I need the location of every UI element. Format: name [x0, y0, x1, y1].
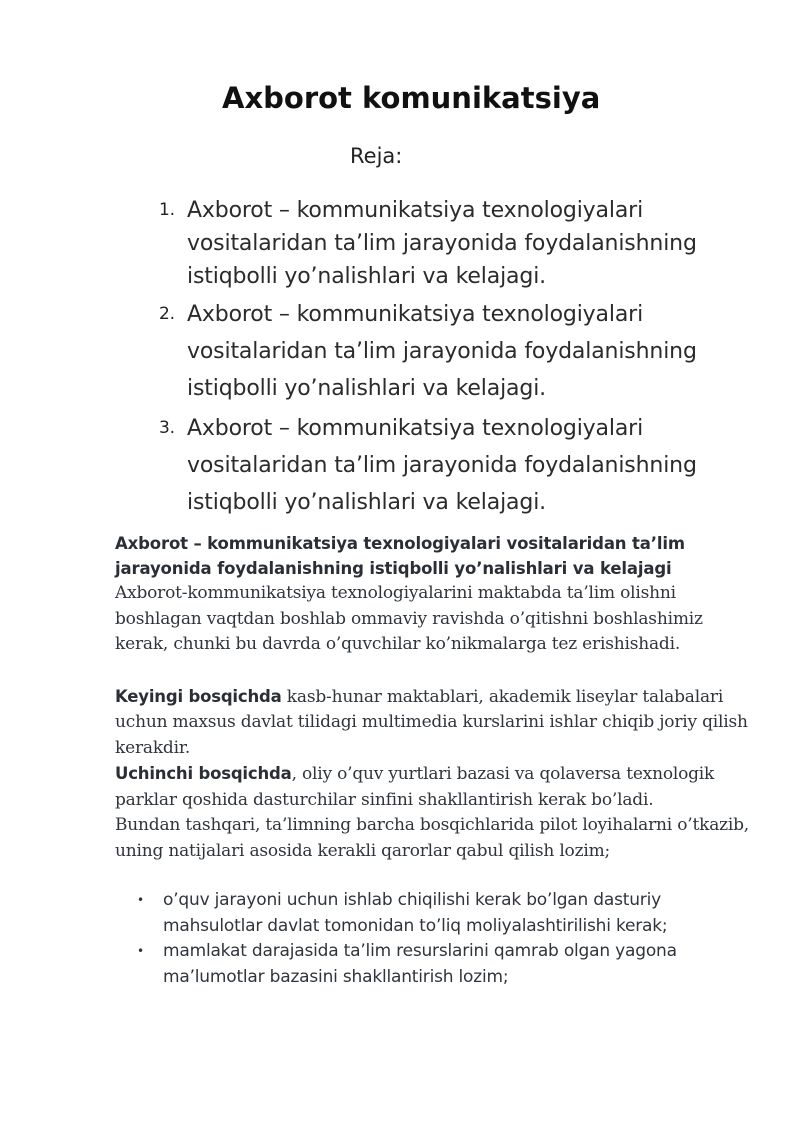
bullet-list [135, 888, 745, 990]
third-stage-text: , oliy o’quv yurtlari bazasi va qolaversa texnologik parklar qoshida dasturchilar sinfini shakllantirish kerak bo’ladi. [115, 764, 715, 810]
bullet-item [135, 888, 745, 939]
third-stage-lead: Uchinchi bosqichda [115, 764, 292, 783]
plan-item-text: Axborot – kommunikatsiya texnologiyalari vositalaridan ta’lim jarayonida foydalanishning istiqbolli yo’nalishlari va kelajagi. [187, 198, 697, 289]
plan-item-text: Axborot – kommunikatsiya texnologiyalari vositalaridan ta’lim jarayonida foydalanishning istiqbolli yo’nalishlari va kelajagi. [187, 416, 697, 515]
bullet-icon: • [137, 944, 144, 958]
plan-item-number: 3. [159, 418, 175, 438]
document-body [115, 531, 755, 990]
next-stage-text: kasb-hunar maktablari, akademik liseylar talabalari uchun maxsus davlat tilidagi multimedia kurslarini ishlar chiqib joriy qilish kerakdir. [115, 686, 748, 758]
section-heading: Axborot – kommunikatsiya texnologiyalari vositalaridan ta’lim jarayonida foydalanishning istiqbolli yo’nalishlari va kelajagi [115, 534, 685, 578]
bullet-text: o’quv jarayoni uchun ishlab chiqilishi kerak bo’lgan dasturiy mahsulotlar davlat tomonidan to’liq moliyalashtirilishi kerak; [163, 890, 668, 936]
plan-item [159, 410, 759, 521]
plan-item-number: 1. [159, 200, 175, 220]
closing-paragraph: Bundan tashqari, ta’limning barcha bosqichlarida pilot loyihalarni o’tkazib, uning natijalari asosida kerakli qarorlar qabul qilish lozim; [115, 815, 750, 861]
plan-item-number: 2. [159, 304, 175, 324]
third-stage-paragraph [115, 761, 755, 813]
plan-heading: Reja: [350, 144, 403, 168]
intro-paragraph: Axborot-kommunikatsiya texnologiyalarini maktabda ta’lim olishni boshlagan vaqtdan boshlab ommaviy ravishda o’qitishni boshlashimiz kerak, chunki bu davrda o’quvchilar ko’nikmalarga tez erishishadi. [115, 583, 703, 654]
plan-item-text: Axborot – kommunikatsiya texnologiyalari vositalaridan ta’lim jarayonida foydalanishning istiqbolli yo’nalishlari va kelajagi. [187, 302, 697, 401]
plan-list [159, 194, 759, 521]
plan-item [159, 296, 759, 407]
next-stage-paragraph [115, 684, 755, 762]
paragraph-spacer [115, 658, 755, 684]
bullet-text: mamlakat darajasida ta’lim resurslarini qamrab olgan yagona ma’lumotlar bazasini shakllantirish lozim; [163, 941, 677, 987]
bullet-icon: • [137, 893, 144, 907]
next-stage-lead: Keyingi bosqichda [115, 686, 282, 706]
bullet-item [135, 939, 745, 990]
paragraph-spacer [115, 864, 755, 888]
plan-item [159, 194, 759, 293]
document-title: Axborot komunikatsiya [222, 81, 601, 115]
